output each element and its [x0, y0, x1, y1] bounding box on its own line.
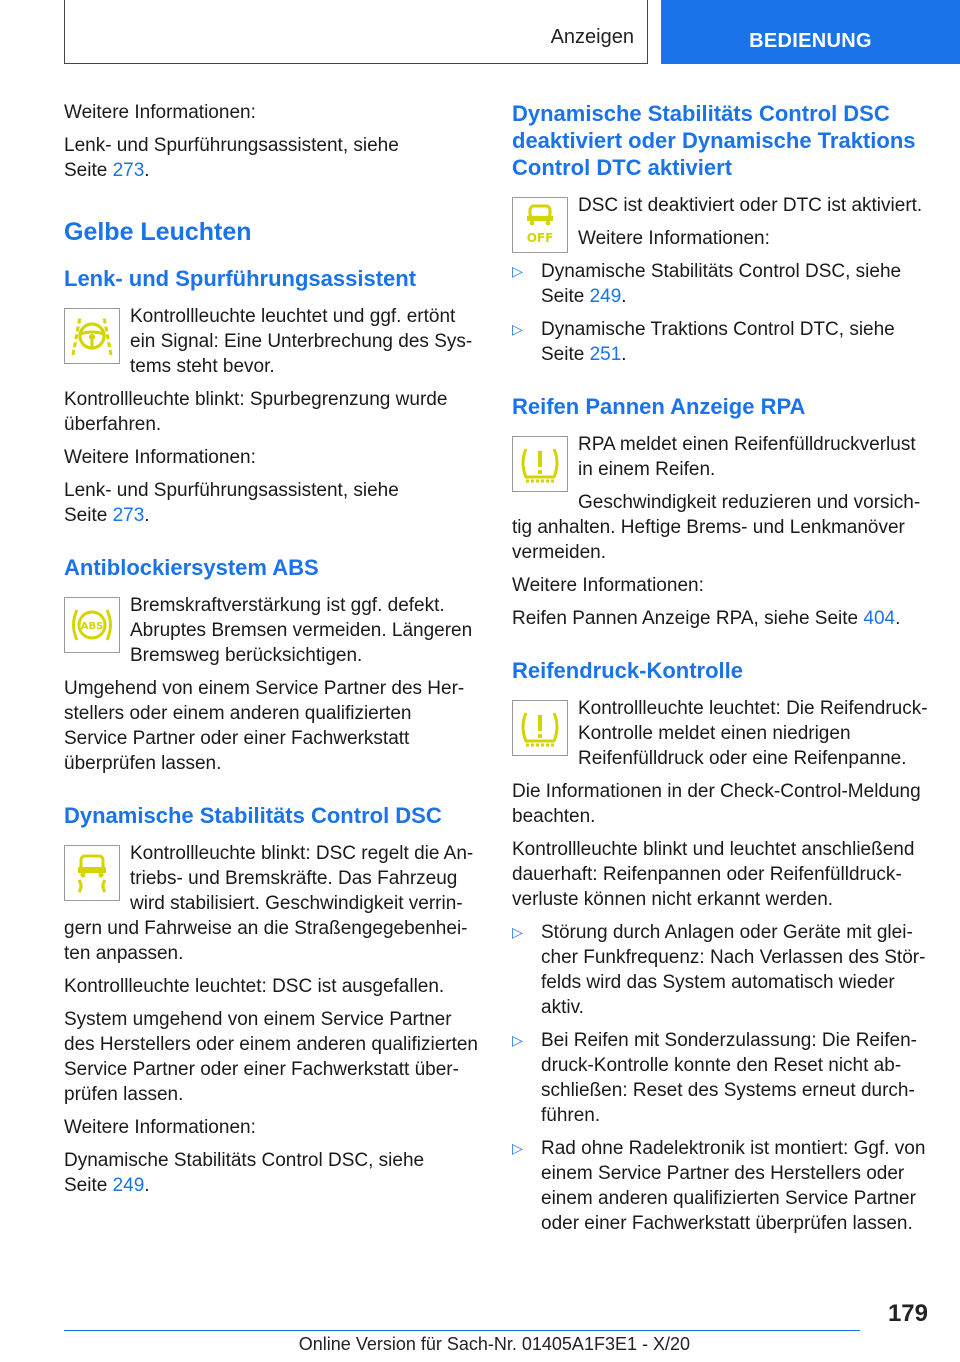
triangle-bullet-icon: ▷: [512, 321, 523, 337]
intro-info-text: Lenk- und Spurführungsassistent, siehe Seite 273.: [64, 135, 399, 181]
dsc-info-text: Dynamische Stabilitäts Control DSC, siehe Seite 249.: [64, 1150, 425, 1196]
rdc-warning-block: [512, 696, 928, 779]
rpa-warning-block: [512, 432, 928, 573]
header-chapter-tab: BEDIENUNG: [661, 0, 960, 64]
triangle-bullet-icon: ▷: [512, 924, 523, 940]
tire-warning-icon: [512, 436, 568, 492]
right-column: [512, 100, 928, 1244]
steering-wheel-icon: [64, 308, 120, 364]
left-column: [64, 100, 480, 1206]
page-link-249[interactable]: 249: [112, 1175, 145, 1196]
page-link-249-b[interactable]: 249: [589, 286, 622, 307]
dsc-off-text: DSC ist deaktiviert oder DTC ist aktiviert.: [578, 195, 923, 216]
heading-dsc: Dynamische Stabilitäts Control DSC: [64, 803, 442, 828]
dsc-info-label: Weitere Informationen:: [64, 1117, 256, 1138]
intro-info-label: Weitere Informationen:: [64, 102, 256, 123]
svg-text:OFF: OFF: [526, 231, 554, 245]
rdc-text: Kontrollleuchte leuchtet: Die Reifendruck-Kontrolle meldet einen niedrigen Reifenfülldruck oder eine Reifenpanne.: [578, 698, 928, 769]
page-link-273-b[interactable]: 273: [112, 505, 145, 526]
header-section-title: Anzeigen: [550, 26, 634, 48]
dsc-off-icon: [512, 197, 568, 253]
rdc-p2: Die Informationen in der Check-Control-Meldung beachten.: [512, 781, 921, 827]
lenk-p2: Kontrollleuchte blinkt: Spurbegrenzung wurde überfahren.: [64, 389, 448, 435]
heading-rpa: Reifen Pannen Anzeige RPA: [512, 394, 806, 419]
rpa-p2: Geschwindigkeit reduzieren und vorsichtig anhalten. Heftige Brems- und Lenkmanöver vermeiden.: [512, 492, 921, 563]
rdc-list: [512, 920, 928, 1236]
abs-icon: [64, 597, 120, 653]
dsc-warning-block: [64, 841, 480, 974]
triangle-bullet-icon: ▷: [512, 263, 523, 279]
rpa-text: RPA meldet einen Reifenfülldruckverlust in einem Reifen.: [578, 434, 916, 480]
dsc-icon: [64, 845, 120, 901]
svg-text:ABS: ABS: [80, 621, 104, 632]
lenk-warning-block: [64, 304, 480, 387]
abs-text: Bremskraftverstärkung ist ggf. defekt. Abruptes Bremsen vermeiden. Längeren Bremsweg berücksichtigen.: [130, 595, 473, 666]
rpa-info-label: Weitere Informationen:: [512, 575, 704, 596]
list-item: ▷ Rad ohne Radelektronik ist montiert: Ggf. von einem Service Partner des Herstellers oder einem anderen qualifizierten Service Partner oder einer Fachwerkstatt überprüfen lassen.: [512, 1138, 926, 1234]
section-title-gelbe-leuchten: Gelbe Leuchten: [64, 218, 252, 246]
dsc-off-sub-list: [512, 259, 928, 309]
dsc-p3: System umgehend von einem Service Partner des Herstellers oder einem anderen qualifizierten Service Partner oder einer Fachwerkstatt überprüfen lassen.: [64, 1009, 479, 1105]
heading-dsc-off: Dynamische Stabilitäts Control DSC deaktiviert oder Dynamische Traktions Control DTC aktiviert: [512, 101, 916, 180]
abs-warning-block: [64, 593, 480, 676]
list-item: ▷ Störung durch Anlagen oder Geräte mit gleicher Funkfrequenz: Nach Verlassen des Störfelds wird das System automatisch wieder aktiv.: [512, 922, 926, 1018]
tire-pressure-icon: [512, 700, 568, 756]
heading-rdc: Reifendruck-Kontrolle: [512, 658, 744, 683]
list-item: ▷ Bei Reifen mit Sonderzulassung: Die Reifendruck-Kontrolle konnte den Reset nicht abschließen: Reset des Systems erneut durchführen.: [512, 1030, 917, 1126]
rpa-info-text: Reifen Pannen Anzeige RPA, siehe Seite 404.: [512, 608, 901, 629]
dsc-text: Kontrollleuchte blinkt: DSC regelt die Antriebs- und Bremskräfte. Das Fahrzeug wird stabilisiert. Geschwindigkeit verringern und Fahrweise an die Straßengegebenheiten anpassen.: [64, 843, 474, 964]
triangle-bullet-icon: ▷: [512, 1140, 523, 1156]
heading-abs: Antiblockiersystem ABS: [64, 555, 319, 580]
dsc-off-warning-block: [512, 193, 928, 259]
lenk-info-label: Weitere Informationen:: [64, 447, 256, 468]
list-item: ▷ Dynamische Traktions Control DTC, siehe Seite 251.: [512, 319, 895, 365]
page-link-273[interactable]: 273: [112, 160, 145, 181]
footer-divider: [64, 1330, 860, 1331]
lenk-info-text: Lenk- und Spurführungsassistent, siehe Seite 273.: [64, 480, 399, 526]
list-item: ▷ Dynamische Stabilitäts Control DSC, siehe Seite 249.: [512, 261, 902, 307]
dsc-p2: Kontrollleuchte leuchtet: DSC ist ausgefallen.: [64, 976, 445, 997]
triangle-bullet-icon: ▷: [512, 1032, 523, 1048]
abs-p2: Umgehend von einem Service Partner des Herstellers oder einem anderen qualifizierten Service Partner oder einer Fachwerkstatt überprüfen lassen.: [64, 678, 465, 774]
rdc-p3: Kontrollleuchte blinkt und leuchtet anschließend dauerhaft: Reifenpannen oder Reifenfülldruckverluste können nicht erkannt werden.: [512, 839, 915, 910]
page-number: 179: [887, 1300, 928, 1327]
footer-version-text: Online Version für Sach-Nr. 01405A1F3E1 - X/20: [298, 1334, 690, 1354]
dsc-off-list: [512, 317, 928, 367]
heading-lenk-spur: Lenk- und Spurführungsassistent: [64, 266, 417, 291]
page-link-251[interactable]: 251: [589, 344, 622, 365]
dsc-off-info-label: Weitere Informationen:: [578, 228, 770, 249]
page-link-404[interactable]: 404: [863, 608, 896, 629]
lenk-text: Kontrollleuchte leuchtet und ggf. ertönt ein Signal: Eine Unterbrechung des Systems steht bevor.: [130, 306, 473, 377]
